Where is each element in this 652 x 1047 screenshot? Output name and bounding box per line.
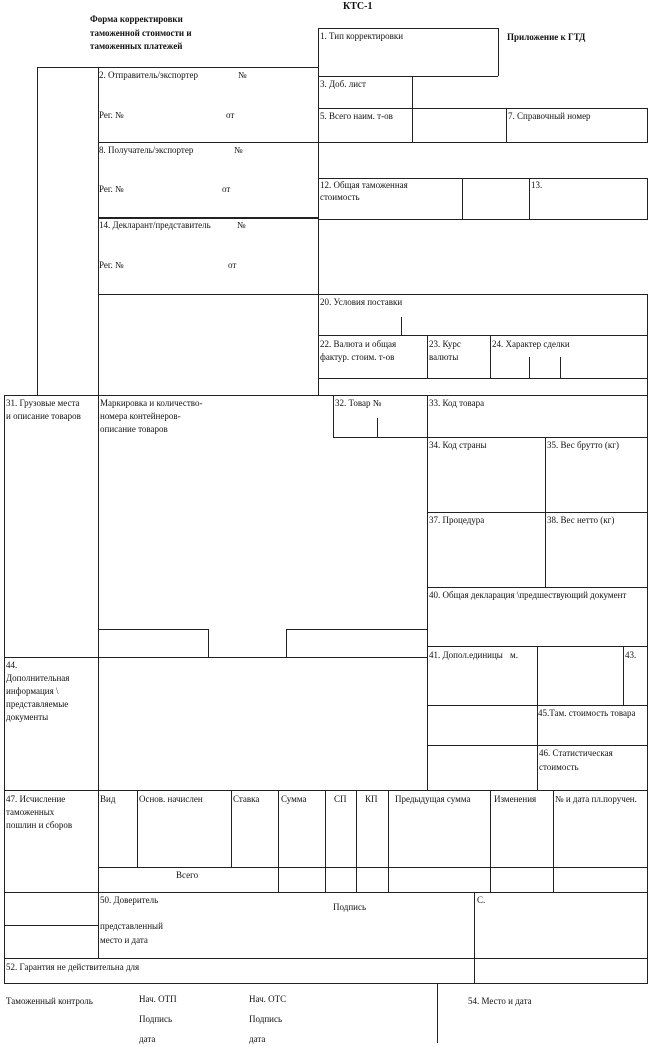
- box-2-label: 2. Отправитель/экспортер: [99, 70, 198, 80]
- box-24-label: 24. Характер сделки: [492, 339, 570, 349]
- form-title-line3: таможенных платежей: [90, 41, 183, 51]
- box-44-label-line4: представляемые: [6, 699, 69, 709]
- box-43-label: 43.: [625, 650, 637, 660]
- form-code: КТС-1: [343, 1, 373, 12]
- box-41-label: 41. Допол.единицы: [429, 650, 503, 660]
- box-35-label: 35. Вес брутто (кг): [547, 440, 619, 450]
- box-44-label-line1: 44.: [6, 660, 18, 670]
- box-8-reg-no: Рег. №: [99, 184, 124, 194]
- col-sum-header: Сумма: [281, 794, 307, 804]
- form-title-line1: Форма корректировки: [90, 14, 183, 24]
- col-prev-header: Предыдущая сумма: [395, 794, 471, 804]
- box-46-label-line1: 46. Статистическая: [539, 748, 613, 758]
- form-title-line2: таможенной стоимости и: [90, 28, 192, 38]
- customs-control-label: Таможенный контроль: [6, 996, 93, 1006]
- otp-signature-label: Подпись: [139, 1014, 173, 1024]
- box-2-from: от: [226, 110, 235, 120]
- otp-date-label: дата: [139, 1034, 156, 1044]
- marking-label-line3: описание товаров: [100, 424, 168, 434]
- box-22-label-line2: фактур. стоим. т-ов: [320, 352, 395, 362]
- box-23-label-line1: 23. Курс: [429, 339, 461, 349]
- col-sp-header: СП: [334, 794, 347, 804]
- box-52-label: 52. Гарантия не действительна для: [6, 962, 140, 972]
- col-change-header: Изменения: [494, 794, 537, 804]
- box-37-label: 37. Процедура: [429, 515, 485, 525]
- box-50-signature: Подпись: [333, 902, 367, 912]
- col-payment-header: № и дата пл.поручен.: [555, 794, 637, 804]
- marking-label-line1: Маркировка и количество-: [100, 398, 203, 408]
- col-rate-header: Ставка: [233, 794, 260, 804]
- box-38-label: 38. Вес нетто (кг): [547, 515, 615, 525]
- box-23-label-line2: валюты: [429, 352, 459, 362]
- marking-label-line2: номера контейнеров-: [100, 411, 181, 421]
- box-2-reg-no: Рег. №: [99, 110, 124, 120]
- box-22-label-line1: 22. Валюта и общая: [320, 339, 397, 349]
- box-13-label: 13.: [531, 180, 543, 190]
- box-20-label: 20. Условия поставки: [320, 297, 403, 307]
- col-base-header: Основ. начислен: [139, 794, 203, 804]
- box-33-label: 33. Код товара: [429, 398, 485, 408]
- box-50-label-line2: представленный: [100, 921, 163, 931]
- box-34-label: 34. Код страны: [429, 440, 487, 450]
- box-47-label-line1: 47. Исчисление: [6, 794, 66, 804]
- box-47-label-line3: пошлин и сборов: [6, 820, 73, 830]
- box-44-label-line2: Дополнительная: [6, 673, 70, 683]
- box-54-label: 54. Место и дата: [468, 996, 532, 1006]
- box-46-label-line2: стоимость: [539, 762, 579, 772]
- col-kp-header: КП: [365, 794, 378, 804]
- box-14-reg-no: Рег. №: [99, 260, 124, 270]
- otp-head-label: Нач. ОТП: [139, 994, 177, 1004]
- box-44-label-line5: документы: [6, 712, 49, 722]
- box-32-label: 32. Товар №: [335, 398, 382, 408]
- box-8-number-sign: №: [234, 145, 243, 155]
- ots-date-label: дата: [249, 1034, 266, 1044]
- appendix-label: Приложение к ГТД: [507, 32, 586, 42]
- box-2-number-sign: №: [238, 70, 247, 80]
- box-50-label-line3: место и дата: [100, 935, 148, 945]
- box-7-label: 7. Справочный номер: [508, 111, 591, 121]
- box-44-label-line3: информация \: [6, 686, 59, 696]
- box-14-from: от: [228, 260, 237, 270]
- box-14-number-sign: №: [237, 220, 246, 230]
- box-8-label: 8. Получатель/экспортер: [99, 145, 194, 155]
- ots-signature-label: Подпись: [249, 1014, 283, 1024]
- total-label: Всего: [176, 870, 199, 880]
- box-5-label: 5. Всего наим. т-ов: [320, 111, 393, 121]
- ots-head-label: Нач. ОТС: [249, 994, 287, 1004]
- box-12-label-line1: 12. Общая таможенная: [320, 180, 408, 190]
- box-c-label: С.: [477, 895, 486, 905]
- box-50-label: 50. Доверитель: [100, 895, 159, 905]
- box-8-from: от: [222, 184, 231, 194]
- box-12-label-line2: стоимость: [320, 192, 360, 202]
- box-40-label: 40. Общая декларация \предшествующий документ: [429, 590, 627, 600]
- box-45-label: 45.Там. стоимость товара: [538, 708, 636, 718]
- box-47-label-line2: таможенных: [6, 807, 55, 817]
- box-14-label: 14. Декларант/представитель: [99, 220, 211, 230]
- box-3-label: 3. Доб. лист: [320, 79, 366, 89]
- box-1-label: 1. Тип корректировки: [320, 31, 404, 41]
- box-31-label-line1: 31. Грузовые места: [6, 398, 80, 408]
- box-31-label-line2: и описание товаров: [6, 411, 81, 421]
- col-type-header: Вид: [100, 794, 116, 804]
- box-41-unit-m: м.: [510, 650, 518, 660]
